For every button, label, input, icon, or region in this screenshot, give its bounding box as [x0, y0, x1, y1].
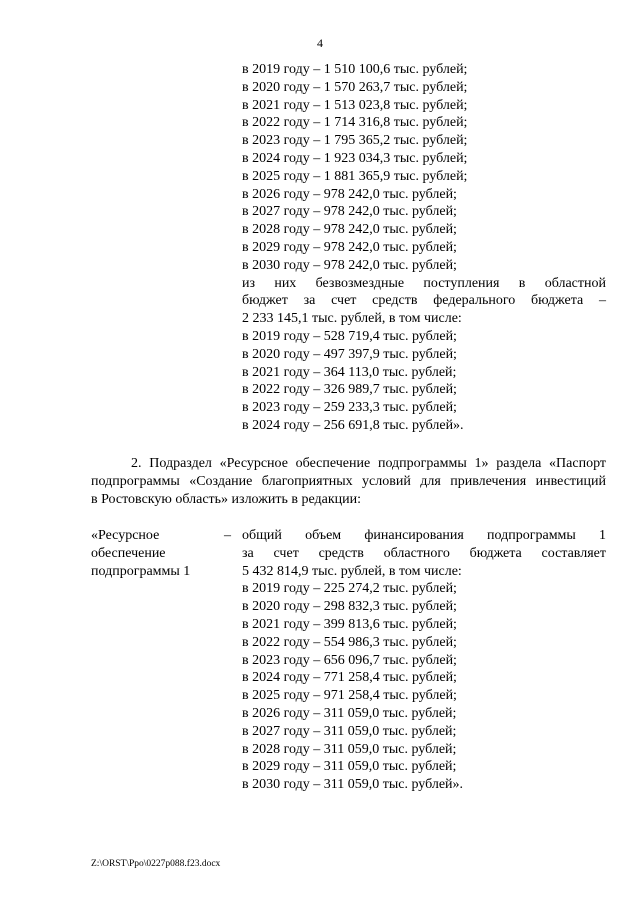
year-line: в 2019 году – 1 510 100,6 тыс. рублей; — [242, 62, 468, 77]
label-line: подпрограммы 1 — [91, 563, 191, 579]
federal-year-line: в 2020 году – 497 397,9 тыс. рублей; — [242, 346, 457, 362]
year-line: в 2030 году – 311 059,0 тыс. рублей». — [242, 777, 464, 793]
year-line: в 2026 году – 311 059,0 тыс. рублей; — [242, 705, 457, 721]
year-line: в 2027 году – 311 059,0 тыс. рублей; — [242, 723, 457, 739]
amendment-paragraph — [91, 455, 606, 508]
page-number: 4 — [317, 36, 323, 50]
paragraph-line: 2. Подраздел «Ресурсное обеспечение подпрограммы 1» раздела «Паспорт — [131, 456, 606, 471]
paragraph-line: в Ростовскую область» изложить в редакции: — [91, 491, 362, 507]
year-line: в 2025 году – 971 258,4 тыс. рублей; — [242, 688, 457, 704]
year-line: в 2028 году – 311 059,0 тыс. рублей; — [242, 741, 457, 757]
year-line: в 2022 году – 1 714 316,8 тыс. рублей; — [242, 115, 468, 131]
year-line: в 2019 году – 225 274,2 тыс. рублей; — [242, 581, 457, 597]
year-line: в 2026 году – 978 242,0 тыс. рублей; — [242, 186, 457, 202]
federal-year-line: в 2024 году – 256 691,8 тыс. рублей». — [242, 417, 464, 433]
intro-line: за счет средств областного бюджета составляет — [242, 545, 606, 561]
year-line: в 2029 году – 311 059,0 тыс. рублей; — [242, 759, 457, 775]
year-line: в 2025 году – 1 881 365,9 тыс. рублей; — [242, 168, 468, 184]
year-line: в 2021 году – 1 513 023,8 тыс. рублей; — [242, 97, 468, 113]
year-line: в 2024 году – 771 258,4 тыс. рублей; — [242, 670, 457, 686]
label-line: обеспечение — [91, 545, 166, 561]
federal-text-line: бюджет за счет средств федерального бюджета – — [242, 293, 606, 309]
resource-label — [91, 527, 226, 580]
funding-block-2 — [242, 527, 606, 794]
year-line: в 2023 году – 1 795 365,2 тыс. рублей; — [242, 133, 468, 149]
year-line: в 2020 году – 1 570 263,7 тыс. рублей; — [242, 79, 468, 95]
intro-total-line: 5 432 814,9 тыс. рублей, в том числе: — [242, 563, 462, 579]
year-line: в 2021 году – 399 813,6 тыс. рублей; — [242, 616, 457, 632]
year-line: в 2028 году – 978 242,0 тыс. рублей; — [242, 222, 457, 238]
federal-year-line: в 2019 году – 528 719,4 тыс. рублей; — [242, 328, 457, 344]
funding-block-1 — [242, 61, 606, 435]
year-line: в 2020 году – 298 832,3 тыс. рублей; — [242, 599, 457, 615]
file-path-footer: Z:\ORST\Ppo\0227p088.f23.docx — [91, 859, 221, 869]
federal-total-line: 2 233 145,1 тыс. рублей, в том числе: — [242, 311, 462, 327]
year-line: в 2029 году – 978 242,0 тыс. рублей; — [242, 239, 457, 255]
federal-year-line: в 2022 году – 326 989,7 тыс. рублей; — [242, 382, 457, 398]
label-line: «Ресурсное — [91, 528, 160, 543]
federal-year-line: в 2021 году – 364 113,0 тыс. рублей; — [242, 364, 457, 380]
year-line: в 2022 году – 554 986,3 тыс. рублей; — [242, 634, 457, 650]
year-line: в 2024 году – 1 923 034,3 тыс. рублей; — [242, 150, 468, 166]
label-dash: – — [224, 528, 231, 543]
year-line: в 2023 году – 656 096,7 тыс. рублей; — [242, 652, 457, 668]
federal-year-line: в 2023 году – 259 233,3 тыс. рублей; — [242, 400, 457, 416]
year-line: в 2027 году – 978 242,0 тыс. рублей; — [242, 204, 457, 220]
paragraph-line: подпрограммы «Создание благоприятных условий для привлечения инвестиций — [91, 473, 606, 489]
federal-text-line: из них безвозмездные поступления в областной — [242, 275, 606, 291]
year-line: в 2030 году – 978 242,0 тыс. рублей; — [242, 257, 457, 273]
intro-line: общий объем финансирования подпрограммы 1 — [242, 528, 606, 543]
